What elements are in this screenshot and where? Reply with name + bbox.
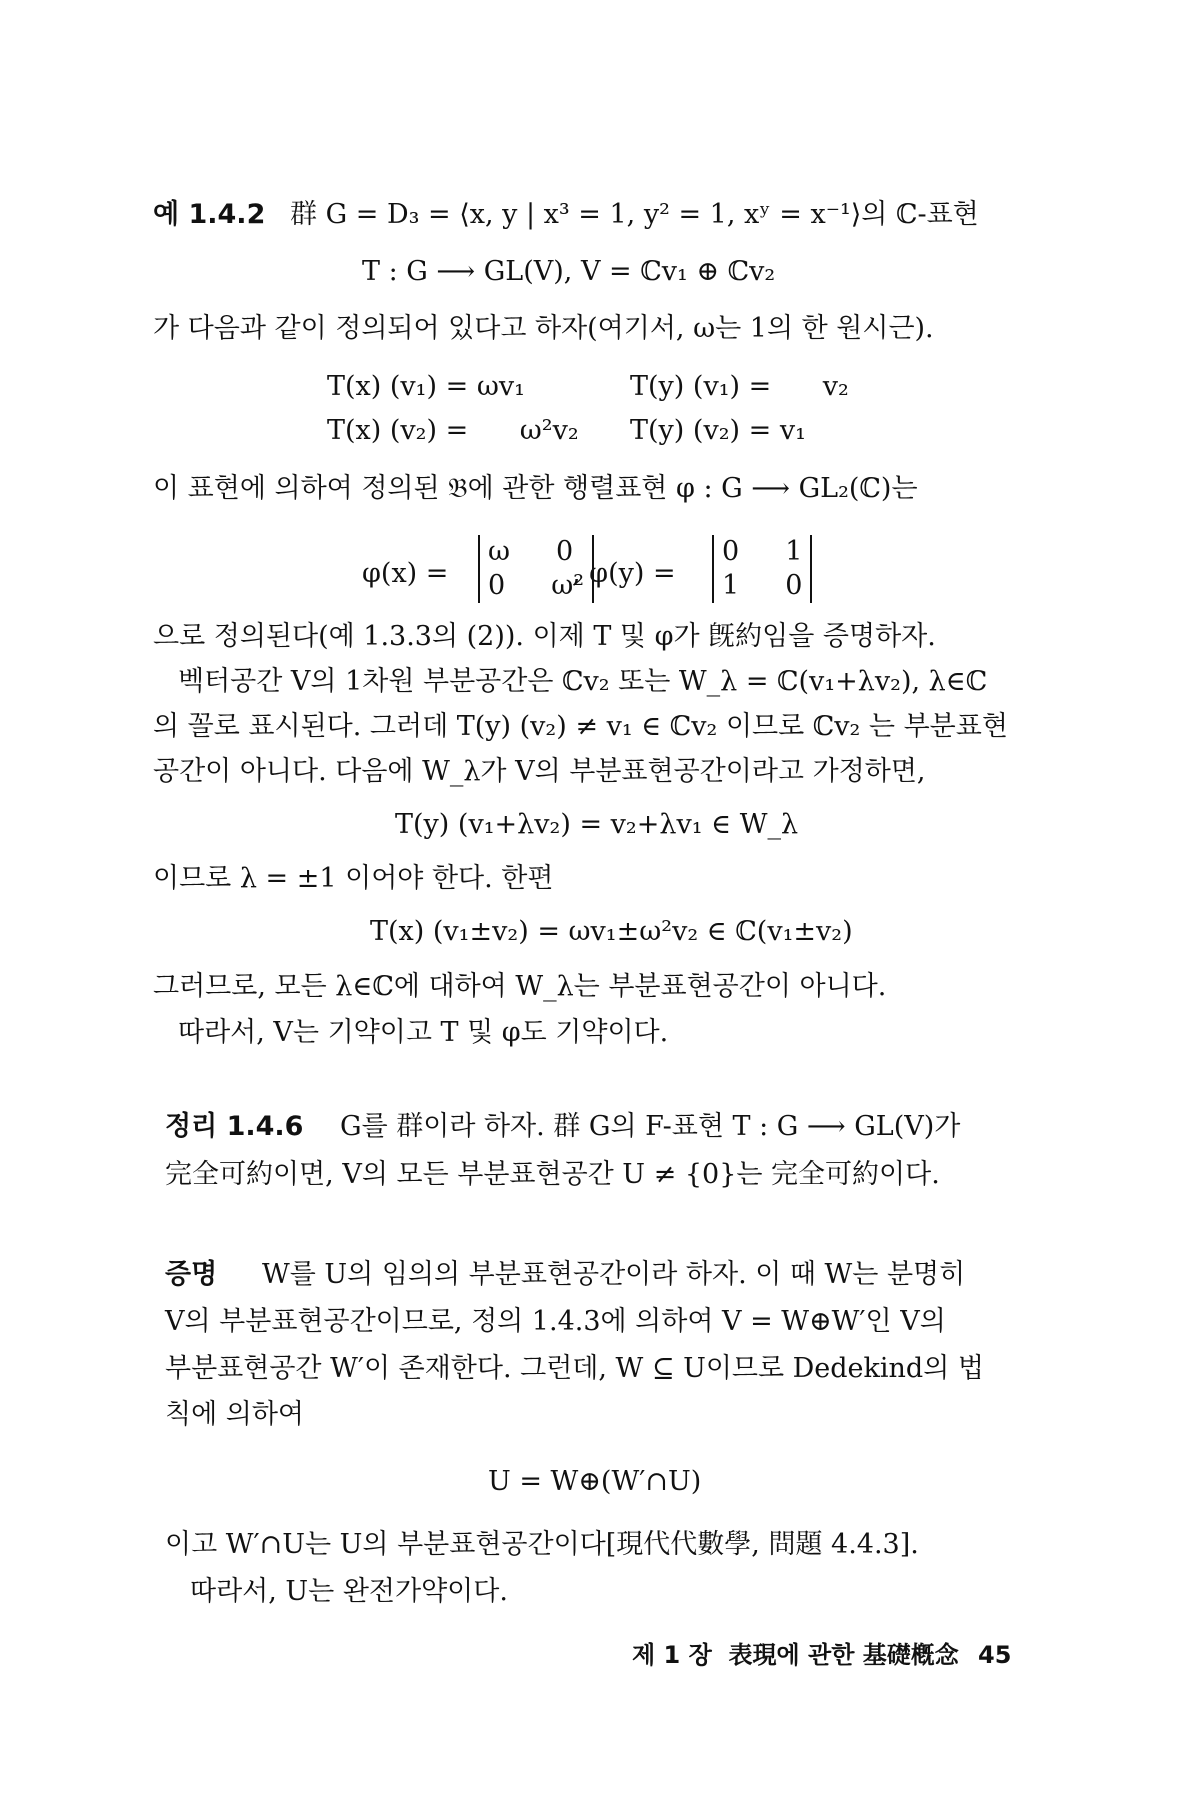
intro-text: 가 다음과 같이 정의되어 있다고 하자(여기서, ω는 1의 한 원시근). (153, 313, 934, 344)
phi-y-matrix (712, 535, 812, 603)
matrix-row (722, 569, 802, 603)
theorem-label: 정리 1.4.6 (165, 1111, 304, 1142)
proof-text: 부분표현공간 W′이 존재한다. 그런데, W ⊆ U이므로 Dedekind의 법 (165, 1353, 984, 1384)
proof-text: W를 U의 임의의 부분표현공간이라 하자. 이 때 W는 분명히 (262, 1259, 966, 1290)
theorem-text: G를 群이라 하자. 群 G의 F-표현 T : G ⟶ GL(V)가 (340, 1111, 961, 1142)
equation-text: U = W⊕(W′∩U) (488, 1466, 702, 1497)
paragraph-text: 그러므로, 모든 λ∈ℂ에 대하여 W_λ는 부분표현공간이 아니다. (153, 971, 887, 1002)
paragraph-text: 벡터공간 V의 1차원 부분공간은 ℂv₂ 또는 W_λ = ℂ(v₁+λv₂), λ∈ℂ (178, 666, 988, 697)
phi-y-label: , φ(y) = (572, 558, 676, 589)
matrix-cell: 0 (488, 570, 506, 601)
theorem-text: 完全可約이면, V의 모든 부분표현공간 U ≠ {0}는 完全可約이다. (165, 1159, 940, 1190)
equation-text: T(x) (v₁±v₂) = ωv₁±ω²v₂ ∈ ℂ(v₁±v₂) (370, 916, 853, 947)
after-matrix-text: 으로 정의된다(예 1.3.3의 (2)). 이제 T 및 φ가 旣約임을 증명하자. (153, 621, 936, 652)
matrix-cell: 0 (722, 536, 740, 567)
chapter-title: 제 1 장 表現에 관한 基礎槪念 (632, 1641, 959, 1669)
matrix-row (722, 535, 802, 569)
proof-label: 증명 (165, 1259, 218, 1290)
eq2-right: T(y) (v₂) = v₁ (630, 415, 806, 446)
map-formula: T : G ⟶ GL(V), V = ℂv₁ ⊕ ℂv₂ (362, 256, 776, 287)
proof-text: 따라서, U는 완전가약이다. (190, 1576, 508, 1607)
phi-x-label: φ(x) = (362, 558, 449, 589)
eq2-left: T(x) (v₂) = ω²v₂ (327, 415, 579, 446)
paragraph-text: 의 꼴로 표시된다. 그러데 T(y) (v₂) ≠ v₁ ∈ ℂv₂ 이므로 ℂv₂ 는 부분표현 (153, 711, 1008, 742)
matrix-row (488, 569, 584, 603)
matrix-equation (0, 535, 1200, 615)
paragraph-text: 따라서, V는 기약이고 T 및 φ도 기약이다. (178, 1017, 669, 1048)
example-statement: 群 G = D₃ = ⟨x, y | x³ = 1, y² = 1, xʸ = x⁻¹⟩의 ℂ-표현 (290, 199, 979, 230)
matrix-cell: 0 (556, 536, 574, 567)
eq1-right: T(y) (v₁) = v₂ (630, 371, 849, 402)
matrix-cell: ω (488, 536, 511, 567)
matrix-row (488, 535, 584, 569)
paragraph-text: 공간이 아니다. 다음에 W_λ가 V의 부분표현공간이라고 가정하면, (153, 756, 926, 787)
matrix-cell: 0 (785, 570, 803, 601)
eq1-left: T(x) (v₁) = ωv₁ (327, 371, 525, 402)
matrix-cell: 1 (785, 536, 803, 567)
example-label: 예 1.4.2 (153, 199, 266, 230)
paragraph-text: 이므로 λ = ±1 이어야 한다. 한편 (153, 863, 554, 894)
matrix-intro-text: 이 표현에 의하여 정의된 𝔅에 관한 행렬표현 φ : G ⟶ GL₂(ℂ)는 (153, 473, 918, 504)
equation-text: T(y) (v₁+λv₂) = v₂+λv₁ ∈ W_λ (395, 809, 799, 840)
page-number: 45 (978, 1641, 1012, 1669)
proof-text: V의 부분표현공간이므로, 정의 1.4.3에 의하여 V = W⊕W′인 V의 (165, 1306, 946, 1337)
matrix-cell: 1 (722, 570, 740, 601)
proof-text: 칙에 의하여 (165, 1399, 304, 1430)
proof-text: 이고 W′∩U는 U의 부분표현공간이다[現代代數學, 問題 4.4.3]. (165, 1529, 919, 1560)
matrix-cell: ω² (551, 570, 585, 601)
